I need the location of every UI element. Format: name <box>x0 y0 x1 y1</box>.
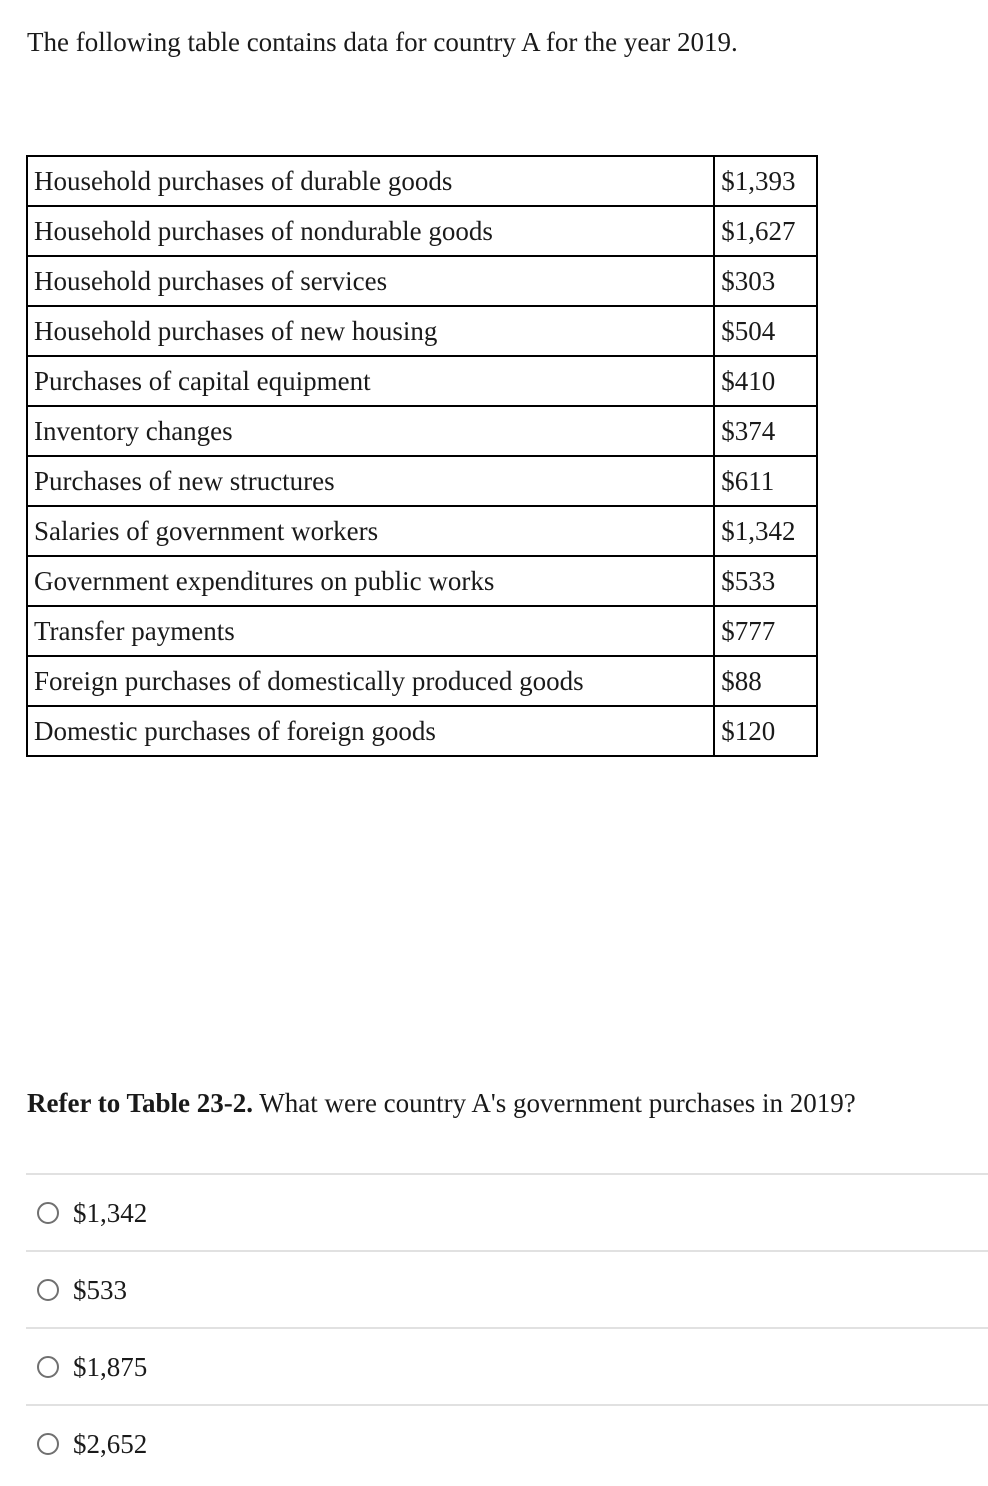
row-item: Foreign purchases of domestically produced goods <box>27 656 714 706</box>
row-item: Purchases of new structures <box>27 456 714 506</box>
option-label[interactable]: $533 <box>73 1274 127 1305</box>
answer-option-2[interactable] <box>26 1250 988 1327</box>
table-row <box>27 456 817 506</box>
table-row <box>27 356 817 406</box>
answer-option-4[interactable] <box>26 1404 988 1481</box>
row-item: Purchases of capital equipment <box>27 356 714 406</box>
row-amount: $120 <box>714 706 817 756</box>
row-amount: $611 <box>714 456 817 506</box>
row-item: Government expenditures on public works <box>27 556 714 606</box>
row-item: Salaries of government workers <box>27 506 714 556</box>
table-row <box>27 206 817 256</box>
table-row <box>27 506 817 556</box>
row-amount: $88 <box>714 656 817 706</box>
row-amount: $504 <box>714 306 817 356</box>
row-amount: $1,342 <box>714 506 817 556</box>
answer-option-3[interactable] <box>26 1327 988 1404</box>
row-amount: $1,627 <box>714 206 817 256</box>
data-table <box>26 155 818 757</box>
table-row <box>27 706 817 756</box>
table-row <box>27 606 817 656</box>
answer-option-1[interactable] <box>26 1173 988 1250</box>
table-row <box>27 556 817 606</box>
radio-button-icon[interactable] <box>37 1202 59 1224</box>
option-label[interactable]: $1,875 <box>73 1351 148 1382</box>
question-text <box>27 1083 856 1123</box>
option-label[interactable]: $2,652 <box>73 1428 148 1459</box>
row-amount: $1,393 <box>714 156 817 206</box>
row-item: Household purchases of services <box>27 256 714 306</box>
radio-button-icon[interactable] <box>37 1279 59 1301</box>
table-row <box>27 156 817 206</box>
table-row <box>27 406 817 456</box>
row-item: Household purchases of durable goods <box>27 156 714 206</box>
table-row <box>27 306 817 356</box>
question-reference: Refer to Table 23-2. <box>27 1088 253 1118</box>
row-amount: $533 <box>714 556 817 606</box>
question-prompt: What were country A's government purchases in 2019? <box>259 1088 856 1118</box>
row-item: Inventory changes <box>27 406 714 456</box>
row-amount: $374 <box>714 406 817 456</box>
radio-button-icon[interactable] <box>37 1356 59 1378</box>
intro-text: The following table contains data for country A for the year 2019. <box>27 27 738 57</box>
row-amount: $777 <box>714 606 817 656</box>
option-label[interactable]: $1,342 <box>73 1197 148 1228</box>
row-item: Household purchases of nondurable goods <box>27 206 714 256</box>
row-amount: $303 <box>714 256 817 306</box>
table-row <box>27 656 817 706</box>
table-row <box>27 256 817 306</box>
radio-button-icon[interactable] <box>37 1433 59 1455</box>
row-item: Domestic purchases of foreign goods <box>27 706 714 756</box>
row-item: Transfer payments <box>27 606 714 656</box>
row-item: Household purchases of new housing <box>27 306 714 356</box>
row-amount: $410 <box>714 356 817 406</box>
answer-options <box>26 1173 988 1481</box>
